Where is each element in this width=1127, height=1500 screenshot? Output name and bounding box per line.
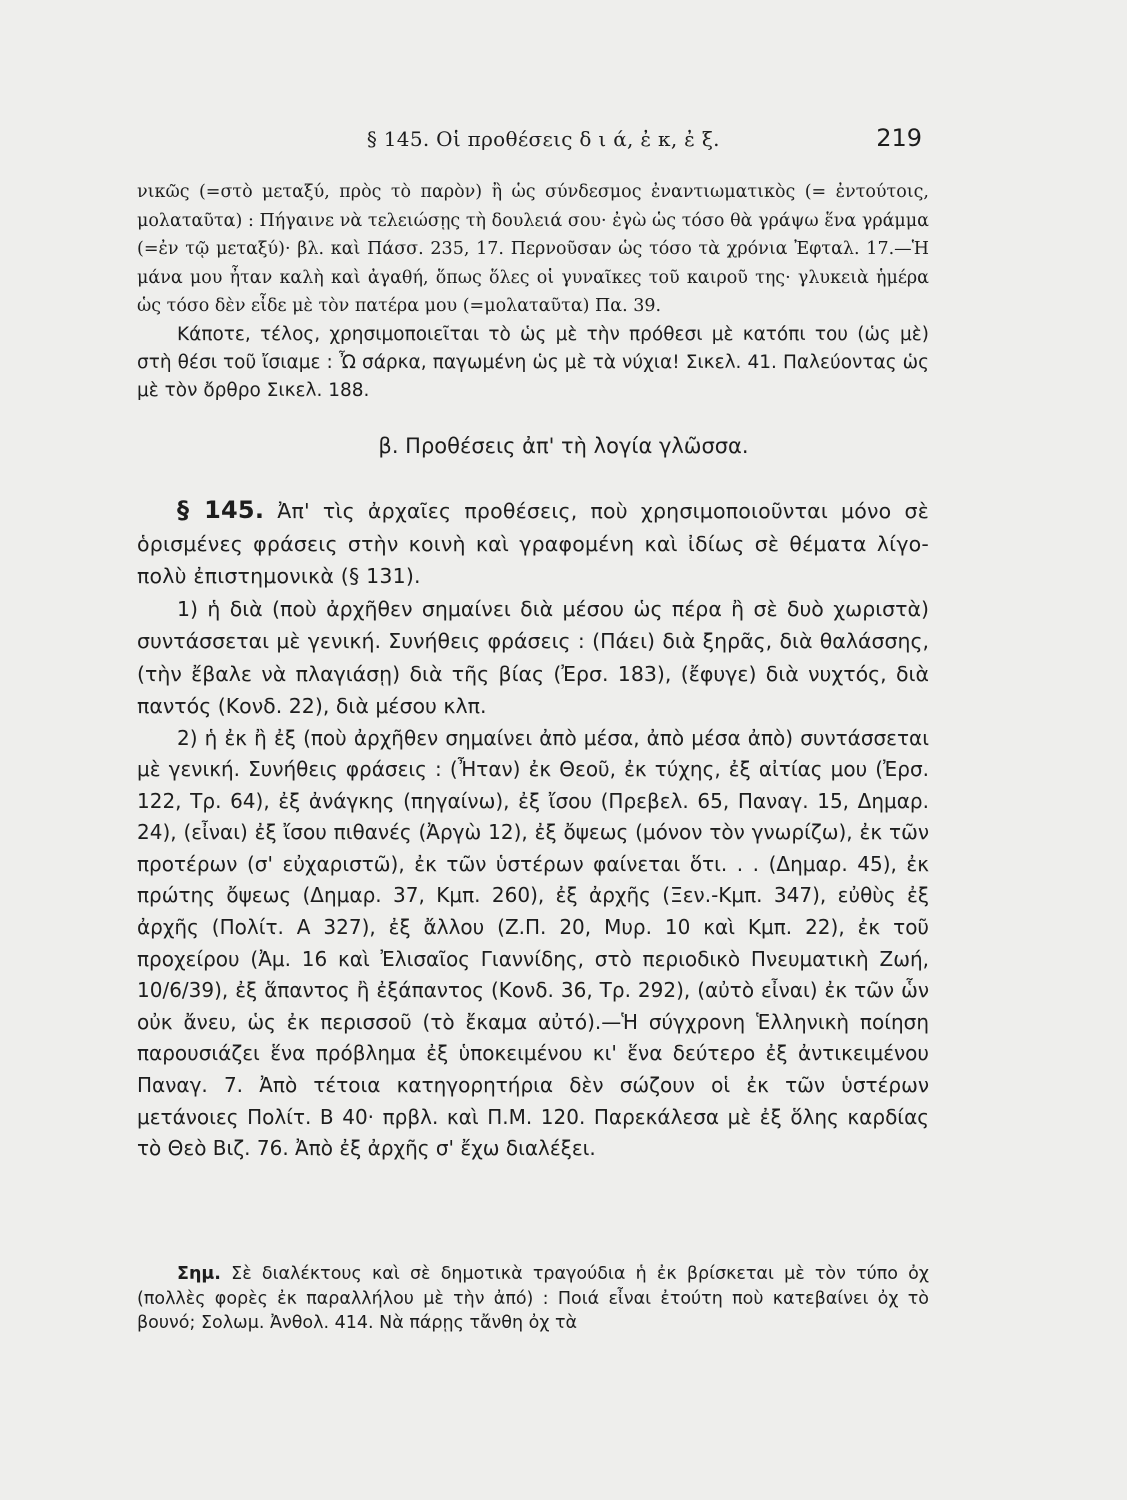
intro-paragraph-1: νικῶς (=στὸ μεταξύ, πρὸς τὸ παρὸν) ἢ ὡς σύνδεσμος ἐναντιωματικὸς (= ἐντούτοις, μολαταῦτα) : Πήγαινε νὰ τελειώσῃς τὴ δουλειά σου· ἐγὼ ὡς τόσο θὰ γράψω ἕνα γράμμα (=ἐν τῷ μεταξύ)· βλ. καὶ Πάσσ. 235, 17. Περνοῦσαν ὡς τόσο τὰ χρόνια Ἐφταλ. 17.—Ἡ μάνα μου ἦταν καλὴ καὶ ἀγαθή, ὅπως ὅλες οἱ γυναῖκες τοῦ καιροῦ της· γλυκειὰ ἡμέρα ὡς τόσο δὲν εἶδε μὲ τὸν πατέρα μου (=μολαταῦτα) Πα. 39. [137,182,929,316]
section-145 [137,494,929,1165]
subsection-heading: β. Προθέσεις ἀπ' τὴ λογία γλῶσσα. [378,434,749,458]
section-lead: Ἀπ' τὶς ἀρχαῖες προθέσεις, ποὺ χρησιμοποιοῦνται μόνο σὲ ὁρισμένες φράσεις στὴν κοινὴ καὶ γραφομένη καὶ ἰδίως σὲ θέματα λίγο-πολὺ ἐπιστημονικὰ (§ 131). [137,499,929,588]
intro-block [137,178,929,405]
header-section-title: § 145. Οἱ προθέσεις δ ι ά, ἐ κ, ἐ ξ. [366,127,720,151]
note-label: Σημ. [177,1264,221,1284]
note-text: Σὲ διαλέκτους καὶ σὲ δημοτικὰ τραγούδια ἡ ἐκ βρίσκεται μὲ τὸν τύπο ὀχ (πολλὲς φορὲς ἐκ παραλλήλου μὲ τὴν ἀπό) : Ποιά εἶναι ἐτούτη ποὺ κατεβαίνει ὀχ τὸ βουνό; Σολωμ. Ἀνθολ. 414. Νὰ πάρῃς τἄνθη ὀχ τὰ [137,1264,929,1333]
running-header [140,124,922,152]
intro-paragraph-2: Κάποτε, τέλος, χρησιμοποιεῖται τὸ ὡς μὲ τὴν πρόθεσι μὲ κατόπι του (ὡς μὲ) στὴ θέσι τοῦ ἴσιαμε : Ὦ σάρκα, παγωμένη ὡς μὲ τὰ νύχια! Σικελ. 41. Παλεύοντας ὡς μὲ τὸν ὄρθρο Σικελ. 188. [137,323,929,401]
note-block [137,1262,929,1336]
page-number: 219 [876,124,922,152]
section-number: § 145. [177,496,265,524]
item-1-dia: 1) ἡ διὰ (ποὺ ἀρχῆθεν σημαίνει διὰ μέσου ὡς πέρα ἢ σὲ δυὸ χωριστὰ) συντάσσεται μὲ γενική. Συνήθεις φράσεις : (Πάει) διὰ ξηρᾶς, διὰ θαλάσσης, (τὴν ἔβαλε νὰ πλαγιάσῃ) διὰ τῆς βίας (Ἐρσ. 183), (ἔφυγε) διὰ νυχτός, διὰ παντός (Κονδ. 22), διὰ μέσου κλπ. [137,596,929,718]
item-2-ek: 2) ἡ ἐκ ἢ ἐξ (ποὺ ἀρχῆθεν σημαίνει ἀπὸ μέσα, ἀπὸ μέσα ἀπὸ) συντάσσεται μὲ γενική. Συνήθεις φράσεις : (Ἦταν) ἐκ Θεοῦ, ἐκ τύχης, ἐξ αἰτίας μου (Ἐρσ. 122, Τρ. 64), ἐξ ἀνάγκης (πηγαίνω), ἐξ ἴσου (Πρεβελ. 65, Παναγ. 15, Δημαρ. 24), (εἶναι) ἐξ ἴσου πιθανές (Ἀργὼ 12), ἐξ ὄψεως (μόνον τὸν γνωρίζω), ἐκ τῶν προτέρων (σ' εὐχαριστῶ), ἐκ τῶν ὑστέρων φαίνεται ὅτι. . . (Δημαρ. 45), ἐκ πρώτης ὄψεως (Δημαρ. 37, Κμπ. 260), ἐξ ἀρχῆς (Ξεν.-Κμπ. 347), εὐθὺς ἐξ ἀρχῆς (Πολίτ. Α 327), ἐξ ἄλλου (Ζ.Π. 20, Μυρ. 10 καὶ Κμπ. 22), ἐκ τοῦ προχείρου (Ἀμ. 16 καὶ Ἐλισαῖος Γιαννίδης, στὸ περιοδικὸ Πνευματικὴ Ζωή, 10/6/39), ἐξ ἅπαντος ἢ ἐξάπαντος (Κονδ. 36, Τρ. 292), (αὐτὸ εἶναι) ἐκ τῶν ὧν οὐκ ἄνευ, ὡς ἐκ περισσοῦ (τὸ ἔκαμα αὐτό).—Ἡ σύγχρονη Ἑλληνικὴ ποίηση παρουσιάζει ἕνα πρόβλημα ἐξ ὑποκειμένου κι' ἕνα δεύτερο ἐξ ἀντικειμένου Παναγ. 7. Ἀπὸ τέτοια κατηγορητήρια δὲν σώζουν οἱ ἐκ τῶν ὑστέρων μετάνοιες Πολίτ. Β 40· πρβλ. καὶ Π.Μ. 120. Παρεκάλεσα μὲ ἐξ ὅλης καρδίας τὸ Θεὸ Βιζ. 76. Ἀπὸ ἐξ ἀρχῆς σ' ἔχω διαλέξει. [137,725,929,1161]
